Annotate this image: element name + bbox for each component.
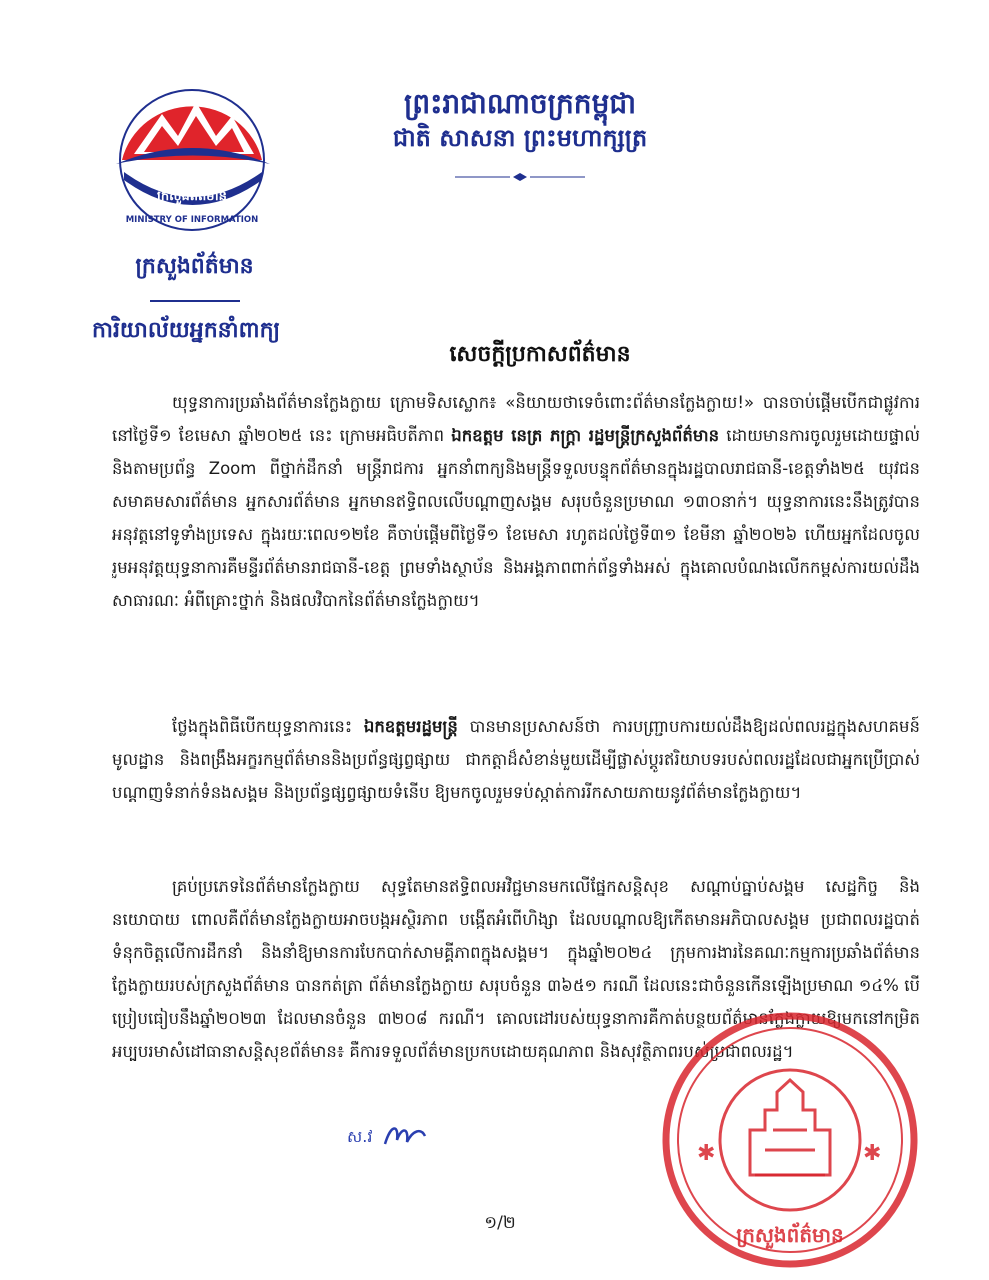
header-separator xyxy=(150,300,240,302)
svg-text:✱: ✱ xyxy=(697,1141,716,1166)
p2-text-a: ថ្លែងក្នុងពិធីបើកយុទ្ធនាការនេះ xyxy=(172,717,364,736)
p2-bold-minister: ឯកឧត្តមរដ្ឋមន្ត្រី xyxy=(363,717,458,736)
kingdom-heading: ព្រះរាជាណាចក្រកម្ពុជា xyxy=(403,87,636,120)
p1-text-b: ដោយមានការចូលរួមដោយផ្ទាល់ និងតាមប្រព័ន្ធ Zoom ពីថ្នាក់ដឹកនាំ មន្ត្រីរាជការ អ្នកនាំពាក្យនិងមន្ត្រីទទួលបន្ទុកព័ត៌មានក្នុងរដ្ឋបាលរាជធានី-ខេត្តទាំង២៥ យុវជន សមាគមសារព័ត៌មាន អ្នកសារព័ត៌មាន អ្នកមានឥទ្ធិពលលើបណ្ដាញសង្គម សរុបចំនួនប្រមាណ ១៣០នាក់។ យុទ្ធនាការនេះនឹងត្រូវបានអនុវត្តនៅទូទាំងប្រទេស ក្នុងរយៈពេល១២ខែ គឺចាប់ផ្ដើមពីថ្ងៃទី១ ខែមេសា រហូតដល់ថ្ងៃទី៣១ ខែមីនា ឆ្នាំ២០២៦ ហើយអ្នកដែលចូលរួមអនុវត្តយុទ្ធនាការគឺមន្ទីរព័ត៌មានរាជធានី-ខេត្ត ព្រមទាំងស្ថាប័ន និងអង្គភាពពាក់ព័ន្ធទាំងអស់ ក្នុងគោលបំណងលើកកម្ពស់ការយល់ដឹងសាធារណៈ អំពីគ្រោះថ្នាក់ និងផលវិបាកនៃព័ត៌មានក្លែងក្លាយ។ xyxy=(112,426,920,610)
p1-text-a: យុទ្ធនាការប្រឆាំងព័ត៌មានក្លែងក្លាយ ក្រោមទិសស្លោក៖ «និយាយថាទេចំពោះព័ត៌មានក្លែងក្លាយ!» បានចាប់ផ្ដើមបើកជាផ្លូវការ នៅថ្ងៃទី១ ខែមេសា ឆ្នាំ២០២៥ នេះ ក្រោមអធិបតីភាព xyxy=(112,393,920,445)
logo-text-kh: ក្រសួងព័ត៌មាន xyxy=(157,189,227,204)
handwritten-initials xyxy=(345,1118,435,1152)
office-name: ការិយាល័យអ្នកនាំពាក្យ xyxy=(92,318,281,343)
paragraph-2 xyxy=(112,710,920,878)
ministry-name: ក្រសួងព័ត៌មាន xyxy=(135,254,254,279)
p2-text-b: បានមានប្រសាសន៍ថា ការបញ្ជ្រាបការយល់ដឹងឱ្យដល់ពលរដ្ឋក្នុងសហគមន៍មូលដ្ឋាន និងពង្រឹងអក្ខរកម្មព័ត៌មាននិងប្រព័ន្ធផ្សព្វផ្សាយ ជាកត្តាដ៏សំខាន់មួយដើម្បីផ្លាស់ប្ដូរឥរិយាបទរបស់ពលរដ្ឋដែលជាអ្នកប្រើប្រាស់បណ្ដាញទំនាក់ទំនងសង្គម និងប្រព័ន្ធផ្សព្វផ្សាយទំនើប ឱ្យមកចូលរួមទប់ស្កាត់ការរីកសាយភាយនូវព័ត៌មានក្លែងក្លាយ។ xyxy=(112,717,920,802)
logo-text-en: MINISTRY OF INFORMATION xyxy=(125,215,259,225)
paragraph-3: គ្រប់ប្រភេទនៃព័ត៌មានក្លែងក្លាយ សុទ្ធតែមានឥទ្ធិពលអវិជ្ជមានមកលើផ្នែកសន្តិសុខ សណ្ដាប់ធ្នាប់សង្គម សេដ្ឋកិច្ច និងនយោបាយ ពោលគឺព័ត៌មានក្លែងក្លាយអាចបង្កអស្ថិរភាព បង្កើតអំពើហិង្សា ដែលបណ្ដាលឱ្យកើតមានអភិបាលសង្គម ប្រជាពលរដ្ឋបាត់ទំនុកចិត្តលើការដឹកនាំ និងនាំឱ្យមានការបែកបាក់សាមគ្គីភាពក្នុងសង្គម។ ក្នុងឆ្នាំ២០២៤ ក្រុមការងារនៃគណៈកម្មការប្រឆាំងព័ត៌មានក្លែងក្លាយរបស់ក្រសួងព័ត៌មាន បានកត់ត្រា ព័ត៌មានក្លែងក្លាយ សរុបចំនួន ៣៦៥១ ករណី ដែលនេះជាចំនួនកើនឡើងប្រមាណ ១៤% បើប្រៀបធៀបនឹងឆ្នាំ២០២៣ ដែលមានចំនួន ៣២០៨ ករណី។ គោលដៅរបស់យុទ្ធនាការគឺកាត់បន្ថយព័ត៌មានក្លែងក្លាយឱ្យមកនៅកម្រិតអប្បបរមាសំដៅធានាសន្តិសុខព័ត៌មាន៖ គឺការទទួលព័ត៌មានប្រកបដោយគុណភាព និងសុវត្ថិភាពរបស់ប្រជាពលរដ្ឋ។ xyxy=(112,877,920,1061)
p1-bold-minister: ឯកឧត្តម នេត្រ ភក្ត្រា រដ្ឋមន្ត្រីក្រសួងព័ត៌មាន xyxy=(451,426,720,445)
svg-text:✱: ✱ xyxy=(863,1141,882,1166)
page-number: ១/២ xyxy=(484,1213,516,1233)
official-seal-stamp xyxy=(655,1010,925,1270)
ministry-logo xyxy=(112,72,274,247)
national-motto: ជាតិ សាសនា ព្រះមហាក្សត្រ xyxy=(392,124,648,152)
ornament-divider-icon xyxy=(455,172,585,182)
seal-text: ក្រសួងព័ត៌មាន xyxy=(736,1223,844,1247)
initials-text: ស.វ xyxy=(347,1127,373,1146)
paragraph-1 xyxy=(112,386,920,694)
document-title: សេចក្ដីប្រកាសព័ត៌មាន xyxy=(449,342,631,367)
